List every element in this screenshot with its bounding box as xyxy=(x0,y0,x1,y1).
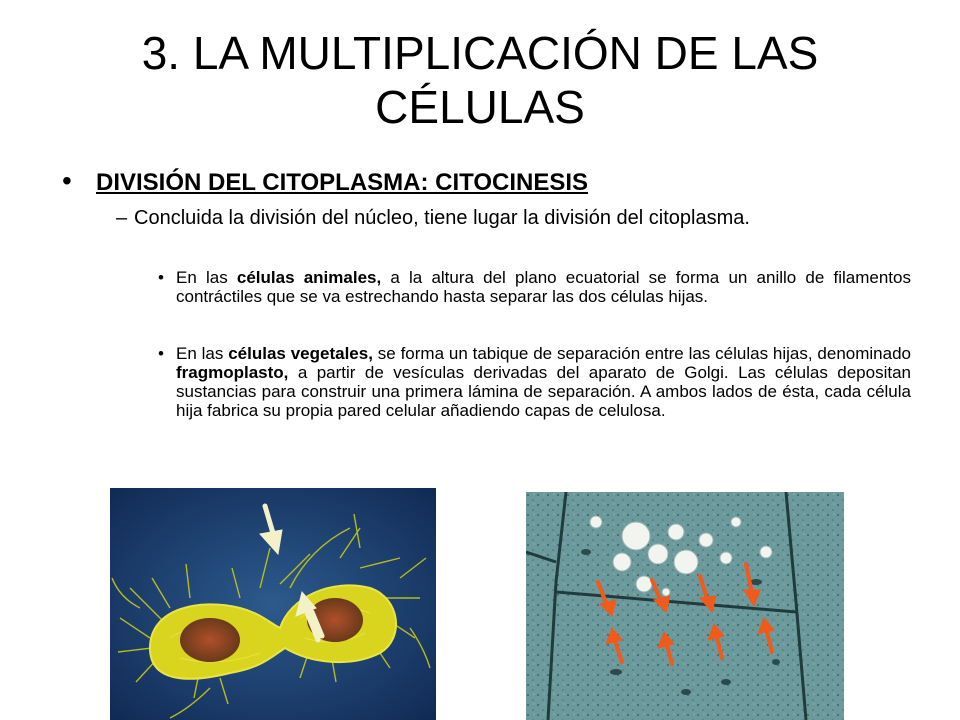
animal-cell-image xyxy=(110,488,436,720)
plant-cells-text xyxy=(176,344,911,420)
plant-cell-micrograph-icon xyxy=(526,492,844,720)
text-run: se forma un tabique de separación entre las células hijas, denominado xyxy=(372,344,912,363)
dash-marker: – xyxy=(116,207,128,229)
slide-title: 3. LA MULTIPLICACIÓN DE LAS CÉLULAS xyxy=(141,27,819,133)
animal-cells-text xyxy=(176,268,911,306)
text-run: En las xyxy=(176,344,229,363)
bullet-dot: • xyxy=(158,344,164,363)
text-run: En las xyxy=(176,268,237,287)
bullet-dot: • xyxy=(158,268,164,287)
plant-cell-image xyxy=(526,492,844,720)
text-run: a la altura del plano ecuatorial se forma un anillo de filamentos contráctiles que se va estrechando hasta separar las dos células hijas. xyxy=(176,268,911,306)
animal-cell-micrograph-icon xyxy=(110,488,436,720)
intro-text: Concluida la división del núcleo, tiene lugar la división del citoplasma. xyxy=(134,207,750,229)
bold-term-plant: células vegetales, xyxy=(228,344,373,363)
bold-term-fragmoplasto: fragmoplasto, xyxy=(176,363,289,382)
section-heading: DIVISIÓN DEL CITOPLASMA: CITOCINESIS xyxy=(96,169,589,196)
text-run: a partir de vesículas derivadas del aparato de Golgi. Las células depositan sustancias para construir una primera lámina de separación. A ambos lados de ésta, cada célula hija fabrica su propia pared celular añadiendo capas de celulosa. xyxy=(176,363,911,420)
bold-term-animal: células animales, xyxy=(236,268,382,287)
bullet-dot: • xyxy=(62,165,72,196)
